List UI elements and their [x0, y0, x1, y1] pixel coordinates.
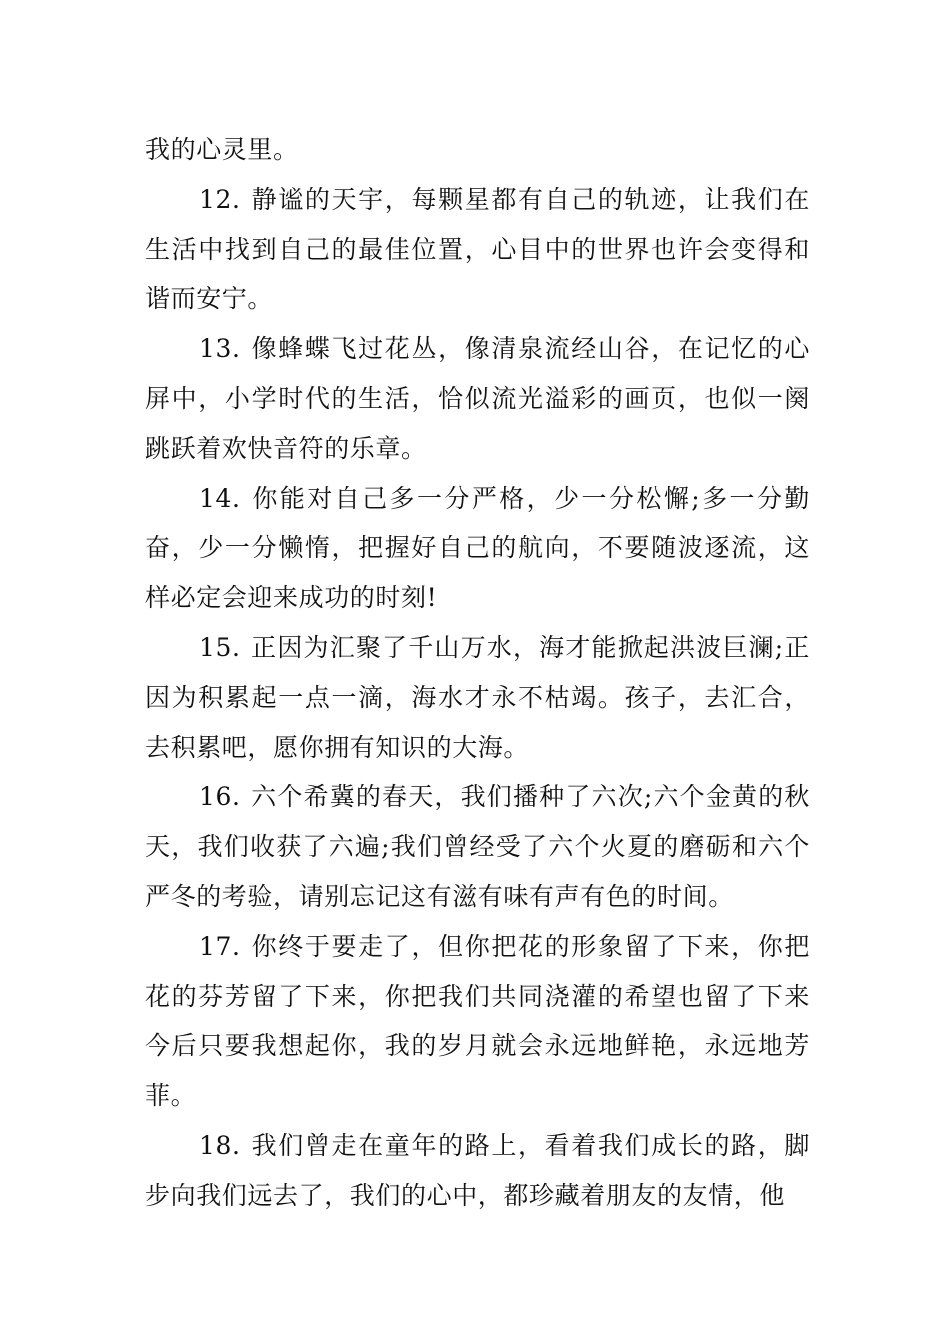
paragraph-text: 静谧的天宇，每颗星都有自己的轨迹，让我们在生活中找到自己的最佳位置，心目中的世界也许会变得和谐而安宁。: [145, 184, 810, 314]
paragraph-number: 13.: [199, 334, 241, 364]
paragraph-number: 16.: [199, 782, 241, 812]
paragraph-12: [145, 175, 810, 324]
paragraph-17: [145, 922, 810, 1121]
paragraph-number: 18.: [199, 1130, 241, 1160]
paragraph-text: 正因为汇聚了千山万水，海才能掀起洪波巨澜;正因为积累起一点一滴，海水才永不枯竭。孩子，去汇合，去积累吧，愿你拥有知识的大海。: [145, 632, 810, 762]
paragraph-text: 你终于要走了，但你把花的形象留了下来，你把花的芬芳留了下来，你把我们共同浇灌的希望也留了下来今后只要我想起你，我的岁月就会永远地鲜艳，永远地芳菲。: [145, 931, 810, 1111]
paragraph-number: 12.: [199, 184, 241, 214]
paragraph-number: 14.: [199, 483, 241, 513]
paragraph-text: 我们曾走在童年的路上，看着我们成长的路，脚步向我们远去了，我们的心中，都珍藏着朋友的友情，他: [145, 1130, 810, 1210]
paragraph-15: [145, 623, 810, 772]
paragraph-18: [145, 1121, 810, 1221]
paragraph-14: [145, 474, 810, 623]
paragraph-16: [145, 772, 810, 921]
paragraph-continuation: [145, 125, 810, 175]
paragraph-number: 17.: [199, 931, 241, 961]
paragraph-text: 我的心灵里。: [145, 135, 299, 164]
paragraph-13: [145, 324, 810, 473]
paragraph-text: 像蜂蝶飞过花丛，像清泉流经山谷，在记忆的心屏中，小学时代的生活，恰似流光溢彩的画页，也似一阕跳跃着欢快音符的乐章。: [145, 334, 810, 463]
document-body: [145, 125, 810, 1221]
paragraph-text: 六个希冀的春天，我们播种了六次;六个金黄的秋天，我们收获了六遍;我们曾经受了六个火夏的磨砺和六个严冬的考验，请别忘记这有滋有味有声有色的时间。: [145, 782, 810, 911]
paragraph-text: 你能对自己多一分严格，少一分松懈;多一分勤奋，少一分懒惰，把握好自己的航向，不要随波逐流，这样必定会迎来成功的时刻!: [145, 483, 810, 613]
paragraph-number: 15.: [199, 632, 241, 662]
